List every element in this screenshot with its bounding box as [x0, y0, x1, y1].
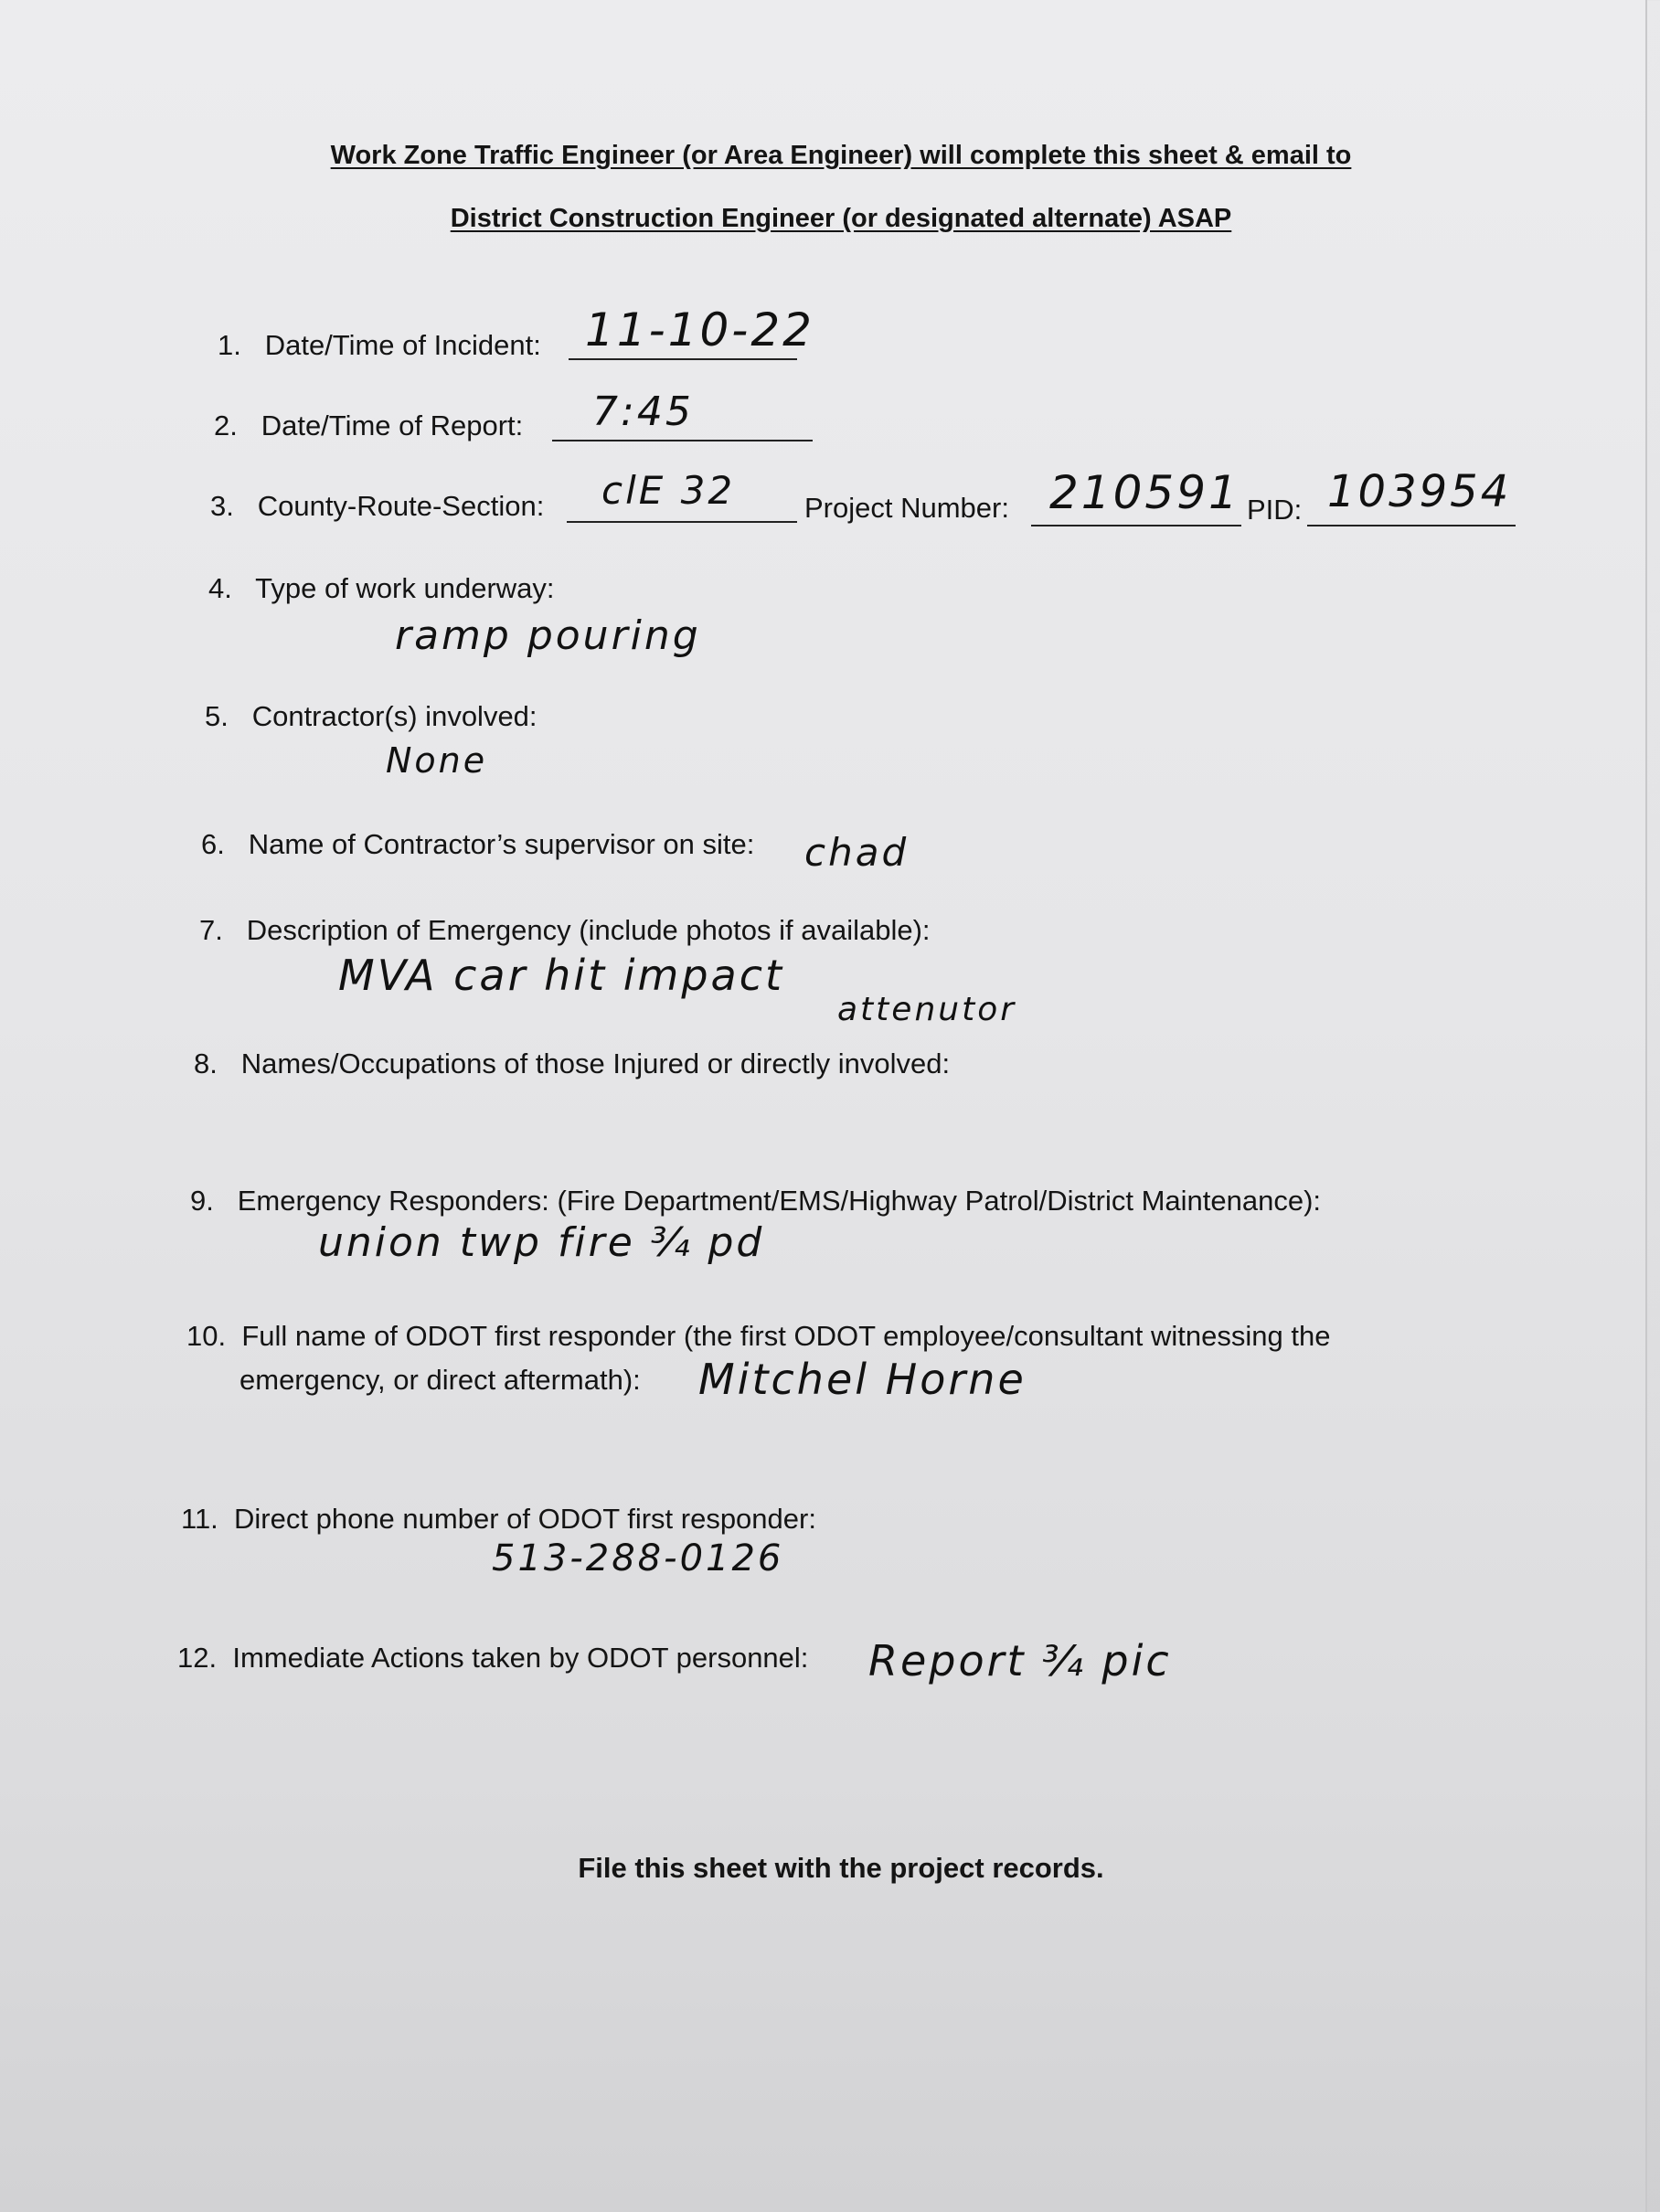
item-label: Description of Emergency (include photos if available):	[246, 914, 931, 946]
item-number: 4.	[208, 572, 232, 604]
item-number: 7.	[199, 914, 223, 946]
answer-emergency-responders[interactable]: union twp fire ¾ pd	[318, 1219, 765, 1266]
item-12	[177, 1642, 808, 1675]
item-number: 1.	[218, 329, 241, 361]
item-3	[210, 490, 544, 523]
item-4	[208, 572, 555, 605]
item-10-continued: emergency, or direct aftermath):	[239, 1364, 641, 1396]
item-number: 3.	[210, 490, 234, 522]
item-label: County-Route-Section:	[257, 490, 545, 522]
answer-work-type[interactable]: ramp pouring	[395, 612, 701, 659]
answer-county-route[interactable]: clE 32	[601, 468, 736, 513]
answer-line	[569, 358, 797, 360]
item-8	[194, 1048, 950, 1080]
answer-first-responder-name[interactable]: Mitchel Horne	[698, 1355, 1027, 1404]
item-6	[201, 828, 754, 861]
item-label: Full name of ODOT first responder (the first ODOT employee/consultant witnessing the	[241, 1320, 1331, 1352]
item-number: 5.	[205, 700, 229, 732]
item-label: Name of Contractor’s supervisor on site:	[248, 828, 755, 860]
answer-supervisor[interactable]: chad	[804, 830, 910, 875]
item-10	[186, 1320, 1330, 1353]
item-label: Direct phone number of ODOT first responder:	[234, 1503, 816, 1535]
item-7	[199, 914, 931, 947]
item-label: Emergency Responders: (Fire Department/EMS/Highway Patrol/District Maintenance):	[237, 1185, 1322, 1217]
item-label: Names/Occupations of those Injured or directly involved:	[240, 1048, 951, 1079]
answer-pid[interactable]: 103954	[1327, 466, 1512, 517]
answer-emergency-description[interactable]: MVA car hit impact	[338, 951, 785, 1000]
item-9	[190, 1185, 1321, 1218]
item-number: 10.	[186, 1320, 227, 1352]
answer-line	[567, 521, 797, 523]
header-line-1: Work Zone Traffic Engineer (or Area Engineer) will complete this sheet & email to	[330, 141, 1352, 170]
item-label: Type of work underway:	[255, 572, 555, 604]
project-number-label: Project Number:	[804, 492, 1009, 524]
answer-emergency-description-2[interactable]: attenutor	[837, 991, 1017, 1028]
answer-phone-number[interactable]: 513-288-0126	[492, 1537, 784, 1579]
item-11	[181, 1503, 816, 1536]
answer-project-number[interactable]: 210591	[1049, 466, 1240, 519]
item-label: Date/Time of Report:	[261, 409, 524, 441]
answer-immediate-actions[interactable]: Report ¾ pic	[868, 1636, 1172, 1686]
item-5	[205, 700, 537, 733]
item-label: Date/Time of Incident:	[264, 329, 541, 361]
item-label: Immediate Actions taken by ODOT personnel:	[232, 1642, 809, 1674]
item-2	[214, 409, 523, 442]
item-number: 8.	[194, 1048, 218, 1079]
item-number: 12.	[177, 1642, 218, 1674]
answer-line	[1031, 525, 1241, 526]
answer-line	[1307, 525, 1516, 526]
answer-report-time[interactable]: 7:45	[592, 388, 694, 435]
item-number: 9.	[190, 1185, 214, 1217]
item-number: 11.	[181, 1503, 218, 1535]
item-1	[218, 329, 541, 362]
footer-note: File this sheet with the project records.	[578, 1852, 1104, 1884]
answer-incident-date[interactable]: 11-10-22	[585, 303, 814, 356]
answer-contractor[interactable]: None	[386, 740, 488, 781]
item-number: 2.	[214, 409, 238, 441]
header-line-2: District Construction Engineer (or designated alternate) ASAP	[450, 204, 1232, 233]
pid-label: PID:	[1247, 494, 1303, 526]
item-label: Contractor(s) involved:	[251, 700, 537, 732]
answer-line	[552, 440, 813, 441]
item-number: 6.	[201, 828, 225, 860]
